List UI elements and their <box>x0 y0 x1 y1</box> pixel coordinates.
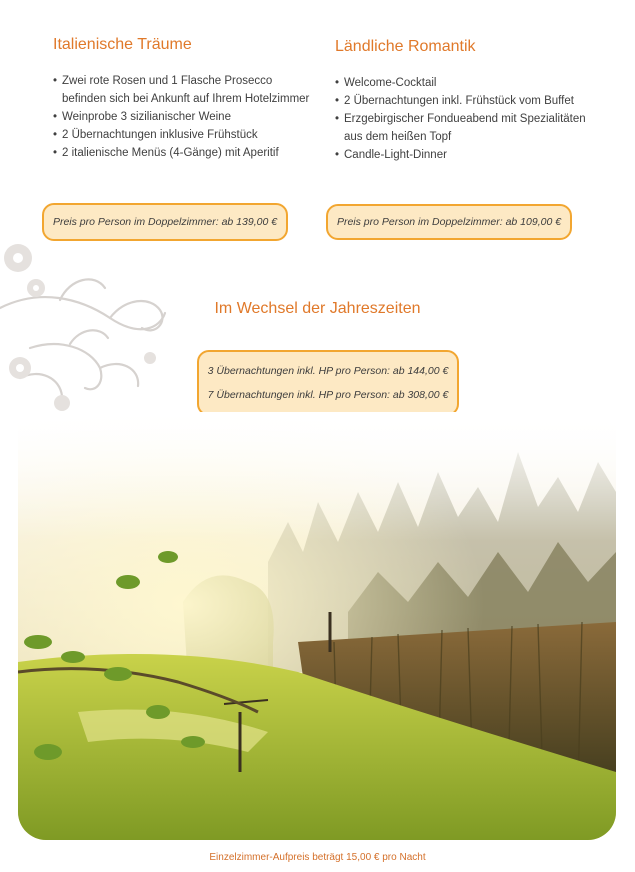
list-item: • Zwei rote Rosen und 1 Flasche Prosecco <box>53 72 323 90</box>
offer-italian-list <box>53 72 323 162</box>
list-item: • 2 Übernachtungen inkl. Frühstück vom Buffet <box>335 92 605 110</box>
offer-rural-price-box <box>326 204 572 240</box>
single-room-surcharge-note: Einzelzimmer-Aufpreis beträgt 15,00 € pro Nacht <box>209 852 426 863</box>
landscape-photo <box>18 412 616 840</box>
offer-italian-price: Preis pro Person im Doppelzimmer: ab 139,00 € <box>52 216 278 228</box>
list-item: • Welcome-Cocktail <box>335 74 605 92</box>
seasons-price-7-nights: 7 Übernachtungen inkl. HP pro Person: ab 308,00 € <box>207 389 449 401</box>
list-item: • 2 italienische Menüs (4-Gänge) mit Aperitif <box>53 144 323 162</box>
offer-italian-title: Italienische Träume <box>53 36 192 53</box>
floral-ornament-icon <box>0 218 180 418</box>
offer-rural-price: Preis pro Person im Doppelzimmer: ab 109,00 € <box>336 216 562 228</box>
list-item: aus dem heißen Topf <box>344 131 452 143</box>
list-item: • Weinprobe 3 sizilianischer Weine <box>53 108 323 126</box>
seasons-title: Im Wechsel der Jahreszeiten <box>214 300 421 317</box>
list-item: befinden sich bei Ankunft auf Ihrem Hotelzimmer <box>62 93 310 105</box>
list-item: • 2 Übernachtungen inklusive Frühstück <box>53 126 323 144</box>
list-item: • Erzgebirgischer Fondueabend mit Spezialitäten <box>335 110 605 128</box>
offer-rural-title: Ländliche Romantik <box>335 38 476 55</box>
seasons-price-box <box>197 350 459 416</box>
offer-rural-list <box>335 74 605 164</box>
list-item: • Candle-Light-Dinner <box>335 146 605 164</box>
seasons-price-3-nights: 3 Übernachtungen inkl. HP pro Person: ab 144,00 € <box>207 365 449 377</box>
